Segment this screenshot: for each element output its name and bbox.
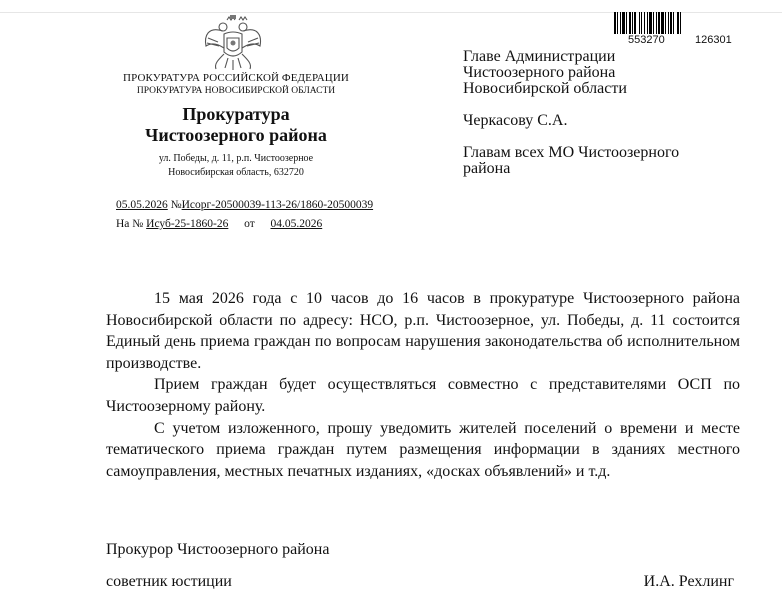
barcode-bar — [622, 12, 625, 34]
reference-from: от — [244, 218, 255, 230]
barcode-bar — [629, 12, 631, 34]
org-name-line2: Чистоозерного района — [145, 125, 327, 145]
coat-of-arms-icon — [200, 14, 266, 72]
barcode-bar — [647, 12, 648, 34]
org-name-line1: Прокуратура — [182, 104, 290, 124]
registration-number-prefix: № — [170, 199, 182, 211]
barcode-bar — [626, 12, 627, 34]
barcode-bar — [658, 12, 660, 34]
org-line-federation: ПРОКУРАТУРА РОССИЙСКОЙ ФЕДЕРАЦИИ — [123, 72, 349, 84]
barcode-bar — [649, 12, 652, 34]
org-address-line2: Новосибирская область, 632720 — [168, 167, 304, 178]
barcode — [614, 12, 750, 34]
addressee-line: Чистоозерного района — [463, 64, 616, 81]
barcode-bar — [665, 12, 666, 34]
barcode-bar — [673, 12, 674, 34]
addressee-line: района — [463, 160, 511, 177]
barcode-bar — [677, 12, 679, 34]
registration-date: 05.05.2026 — [116, 199, 168, 211]
signatory-position: Прокурор Чистоозерного района — [106, 541, 330, 558]
reference-number: Исуб-25-1860-26 — [146, 218, 229, 230]
addressee-person: Черкасову С.А. — [463, 112, 568, 129]
barcode-bar — [641, 12, 642, 34]
addressee-municipalities — [463, 145, 753, 177]
addressee-line: Главе Администрации — [463, 48, 616, 65]
addressee-administration-head — [463, 49, 753, 97]
barcode-bar — [668, 12, 669, 34]
reference-line — [116, 218, 322, 230]
org-address-line1: ул. Победы, д. 11, р.п. Чистоозерное — [158, 153, 314, 164]
barcode-bar — [670, 12, 672, 34]
addressee-line: Новосибирской области — [463, 80, 627, 97]
barcode-bar — [632, 12, 633, 34]
barcode-bar — [614, 12, 616, 34]
barcode-bar — [620, 12, 621, 34]
registration-line — [116, 199, 373, 211]
barcode-left-number: 553270 — [628, 34, 665, 46]
org-name — [108, 104, 364, 146]
registration-number: Исорг-20500039-113-26/1860-20500039 — [181, 199, 374, 211]
barcode-bar — [656, 12, 657, 34]
barcode-bar — [634, 12, 636, 34]
barcode-bar — [639, 12, 640, 34]
body-paragraph-2: Прием граждан будет осуществляться совместно с представителями ОСП по Чистоозерному району. — [106, 376, 740, 415]
body-paragraph-3: С учетом изложенного, прошу уведомить жителей поселений о времени и месте тематического приема граждан путем размещения информации в зданиях местного самоуправления, местных печатных изданиях, «досках объявлений» и т.д. — [106, 419, 740, 480]
signatory-rank: советник юстиции — [106, 573, 232, 590]
letter-body — [106, 288, 740, 482]
barcode-right-number: 126301 — [695, 34, 732, 46]
barcode-bar — [644, 12, 645, 34]
org-line-region: ПРОКУРАТУРА НОВОСИБИРСКОЙ ОБЛАСТИ — [136, 86, 336, 96]
body-paragraph-1: 15 мая 2026 года с 10 часов до 16 часов в прокуратуре Чистоозерного района Новосибирской области по адресу: НСО, р.п. Чистоозерное, ул. Победы, д. 11 состоится Единый день приема граждан по вопросам нарушения законодательства об исполнительном производстве. — [106, 290, 740, 372]
barcode-bar — [653, 12, 654, 34]
addressee-line: Главам всех МО Чистоозерного — [463, 144, 680, 161]
barcode-bar — [617, 12, 618, 34]
reference-date: 04.05.2026 — [270, 218, 323, 230]
signatory-name: И.А. Рехлинг — [643, 573, 734, 590]
barcode-bar — [680, 12, 681, 34]
org-address — [108, 152, 364, 180]
barcode-bar — [661, 12, 664, 34]
reference-prefix: На № — [116, 218, 144, 230]
